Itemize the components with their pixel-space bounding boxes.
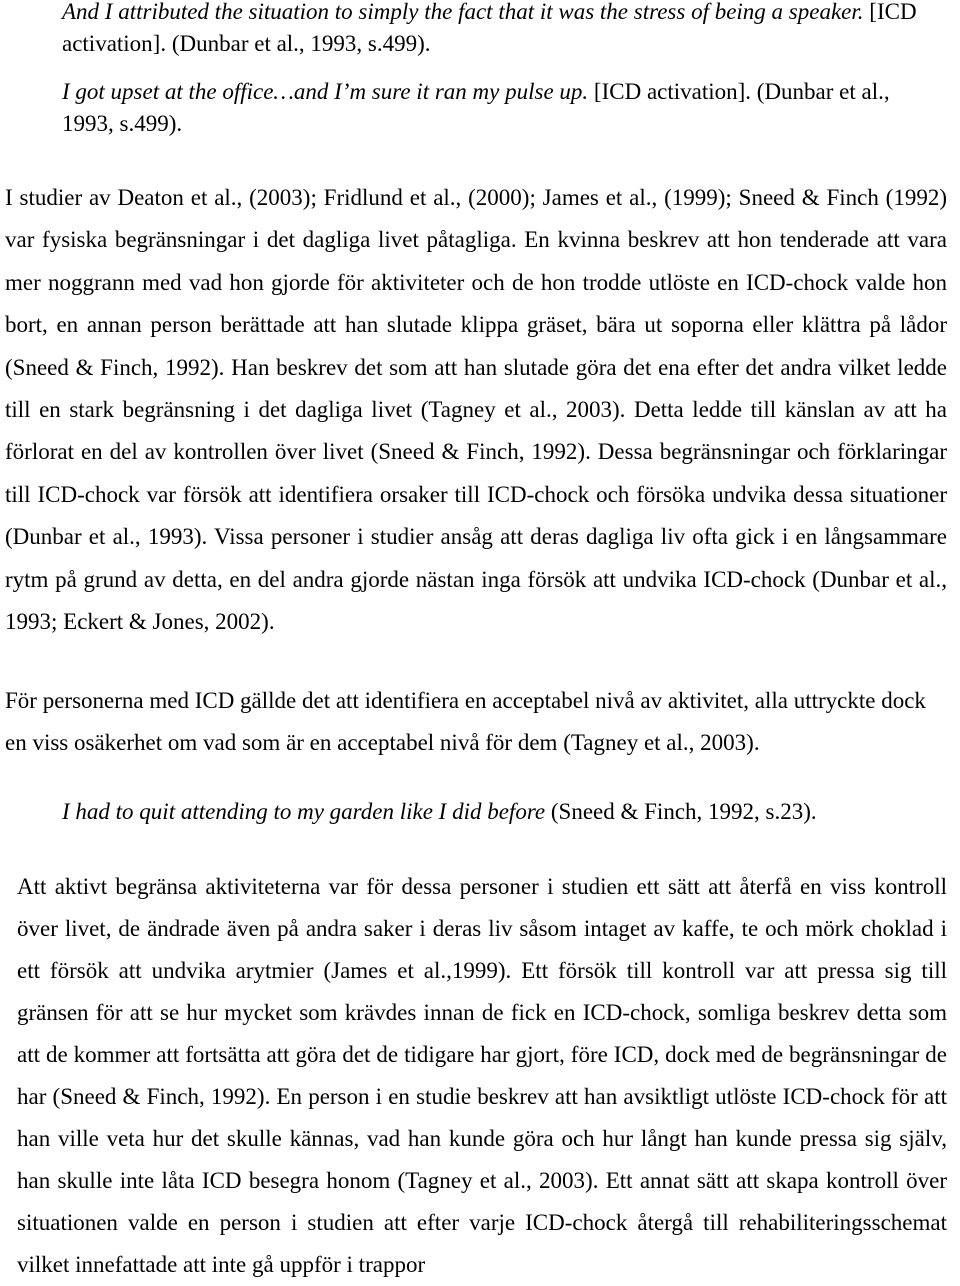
quote-garden: [62, 796, 942, 828]
paragraph-regaining-control: Att aktivt begränsa aktiviteterna var för dessa personer i studien ett sätt att återfå en viss kontroll över livet, de ändrade även på andra saker i deras liv såsom intaget av kaffe, te och mörk choklad i ett försök att undvika arytmier (James et al.,1999). Ett försök till kontroll var att pressa sig till gränsen för att se hur mycket som krävdes innan de fick en ICD-chock, somliga beskrev detta som att de kommer att fortsätta att göra det de tidigare har gjort, före ICD, dock med de begränsningar de har (Sneed & Finch, 1992). En person i en studie beskrev att han avsiktligt utlöste ICD-chock för att han ville veta hur det skulle kännas, vad han kunde göra och hur långt han kunde pressa sig själv, han skulle inte låta ICD besegra honom (Tagney et al., 2003). Ett annat sätt att skapa kontroll över situationen valde en person i studien att efter varje ICD-chock återgå till rehabiliteringsschemat vilket innefattade att inte gå uppför i trappor: [17, 874, 947, 1277]
quote-upset-office: [62, 76, 942, 140]
paragraph-physical-limitations: I studier av Deaton et al., (2003); Fridlund et al., (2000); James et al., (1999); Sneed & Finch (1992) var fysiska begränsningar i det dagliga livet påtagliga. En kvinna beskrev att hon tenderade att vara mer noggrann med vad hon gjorde för aktiviteter och de hon trodde utlöste en ICD-chock valde hon bort, en annan person berättade att han slutade klippa gräset, bära ut soporna eller klättra på lådor (Sneed & Finch, 1992). Han beskrev det som att han slutade göra det ena efter det andra vilket ledde till en stark begränsning i det dagliga livet (Tagney et al., 2003). Detta ledde till känslan av att ha förlorat en del av kontrollen över livet (Sneed & Finch, 1992). Dessa begränsningar och förklaringar till ICD-chock var försök att identifiera orsaker till ICD-chock och försöka undvika dessa situationer (Dunbar et al., 1993). Vissa personer i studier ansåg att deras dagliga liv ofta gick i en långsammare rytm på grund av detta, en del andra gjorde nästan inga försök att undvika ICD-chock (Dunbar et al., 1993; Eckert & Jones, 2002).: [5, 185, 947, 635]
paragraph-acceptable-activity: För personerna med ICD gällde det att identifiera en acceptabel nivå av aktivitet, alla uttryckte dock en viss osäkerhet om vad som är en acceptabel nivå för dem (Tagney et al., 2003).: [5, 688, 926, 755]
quote-italic-text: I had to quit attending to my garden like I did before: [62, 799, 546, 824]
quote-reference: [ICD activation]. (Dunbar et al., 1993, s.499).: [62, 79, 890, 136]
quote-reference: [ICD activation]. (Dunbar et al., 1993, s.499).: [62, 0, 917, 56]
quote-stress-speaker: [62, 0, 942, 60]
quote-italic-text: And I attributed the situation to simply the fact that it was the stress of being a speaker.: [62, 0, 864, 24]
quote-reference: (Sneed & Finch, 1992, s.23).: [545, 799, 817, 824]
quote-italic-text: I got upset at the office…and I’m sure it ran my pulse up.: [62, 79, 589, 104]
